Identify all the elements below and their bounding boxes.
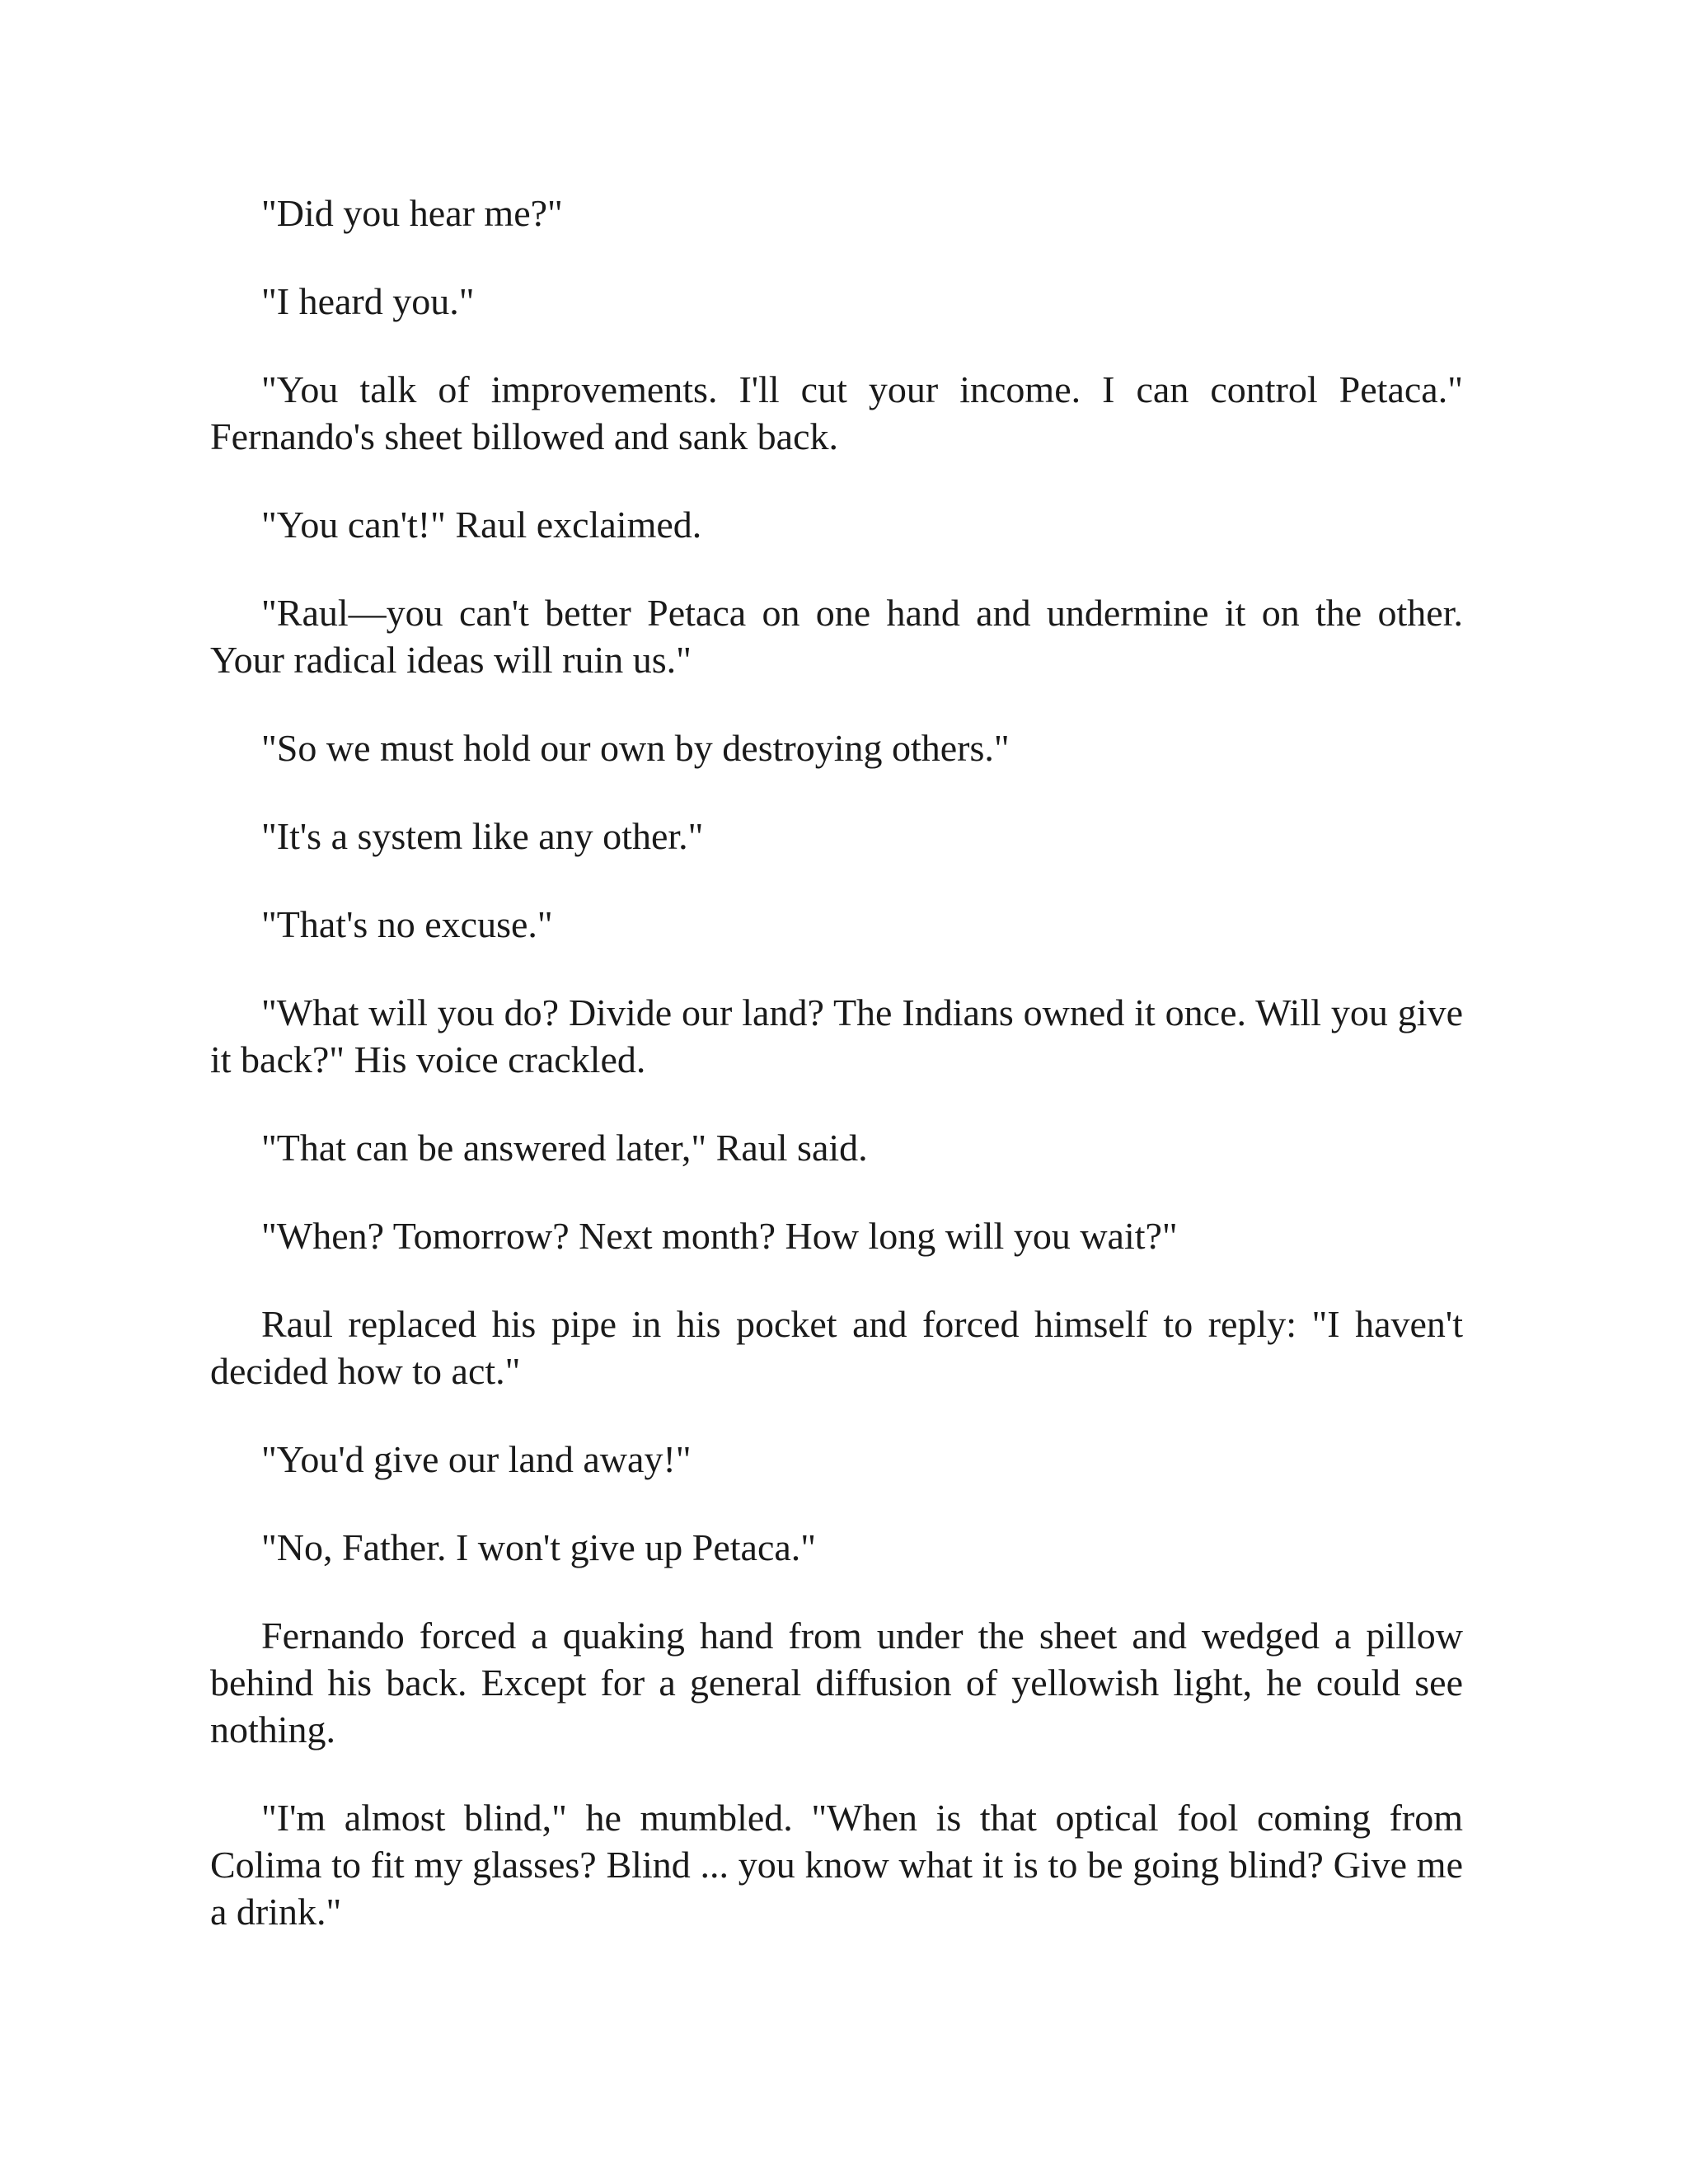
paragraph: "That can be answered later," Raul said.	[261, 1127, 868, 1169]
paragraph: "That's no excuse."	[261, 903, 553, 945]
paragraph: "So we must hold our own by destroying others."	[261, 727, 1010, 769]
paragraph: "Raul—you can't better Petaca on one hand and undermine it on the other. Your radical ideas will ruin us."	[210, 592, 1463, 681]
paragraph: "I heard you."	[261, 280, 475, 322]
paragraph: "No, Father. I won't give up Petaca."	[261, 1526, 817, 1568]
paragraph: "It's a system like any other."	[261, 815, 704, 857]
paragraph: "When? Tomorrow? Next month? How long will you wait?"	[261, 1215, 1178, 1257]
paragraph: "You can't!" Raul exclaimed.	[261, 504, 702, 546]
paragraph: Raul replaced his pipe in his pocket and forced himself to reply: "I haven't decided how to act."	[210, 1303, 1463, 1392]
paragraph: "You'd give our land away!"	[261, 1438, 692, 1480]
book-page	[210, 190, 1463, 1976]
paragraph: "You talk of improvements. I'll cut your income. I can control Petaca." Fernando's sheet billowed and sank back.	[210, 368, 1463, 457]
paragraph: "Did you hear me?"	[261, 192, 563, 234]
paragraph: "I'm almost blind," he mumbled. "When is that optical fool coming from Colima to fit my glasses? Blind ... you know what it is to be going blind? Give me a drink."	[210, 1797, 1463, 1933]
paragraph: Fernando forced a quaking hand from under the sheet and wedged a pillow behind his back. Except for a general diffusion of yellowish light, he could see nothing.	[210, 1615, 1463, 1750]
paragraph: "What will you do? Divide our land? The Indians owned it once. Will you give it back?" His voice crackled.	[210, 991, 1463, 1080]
